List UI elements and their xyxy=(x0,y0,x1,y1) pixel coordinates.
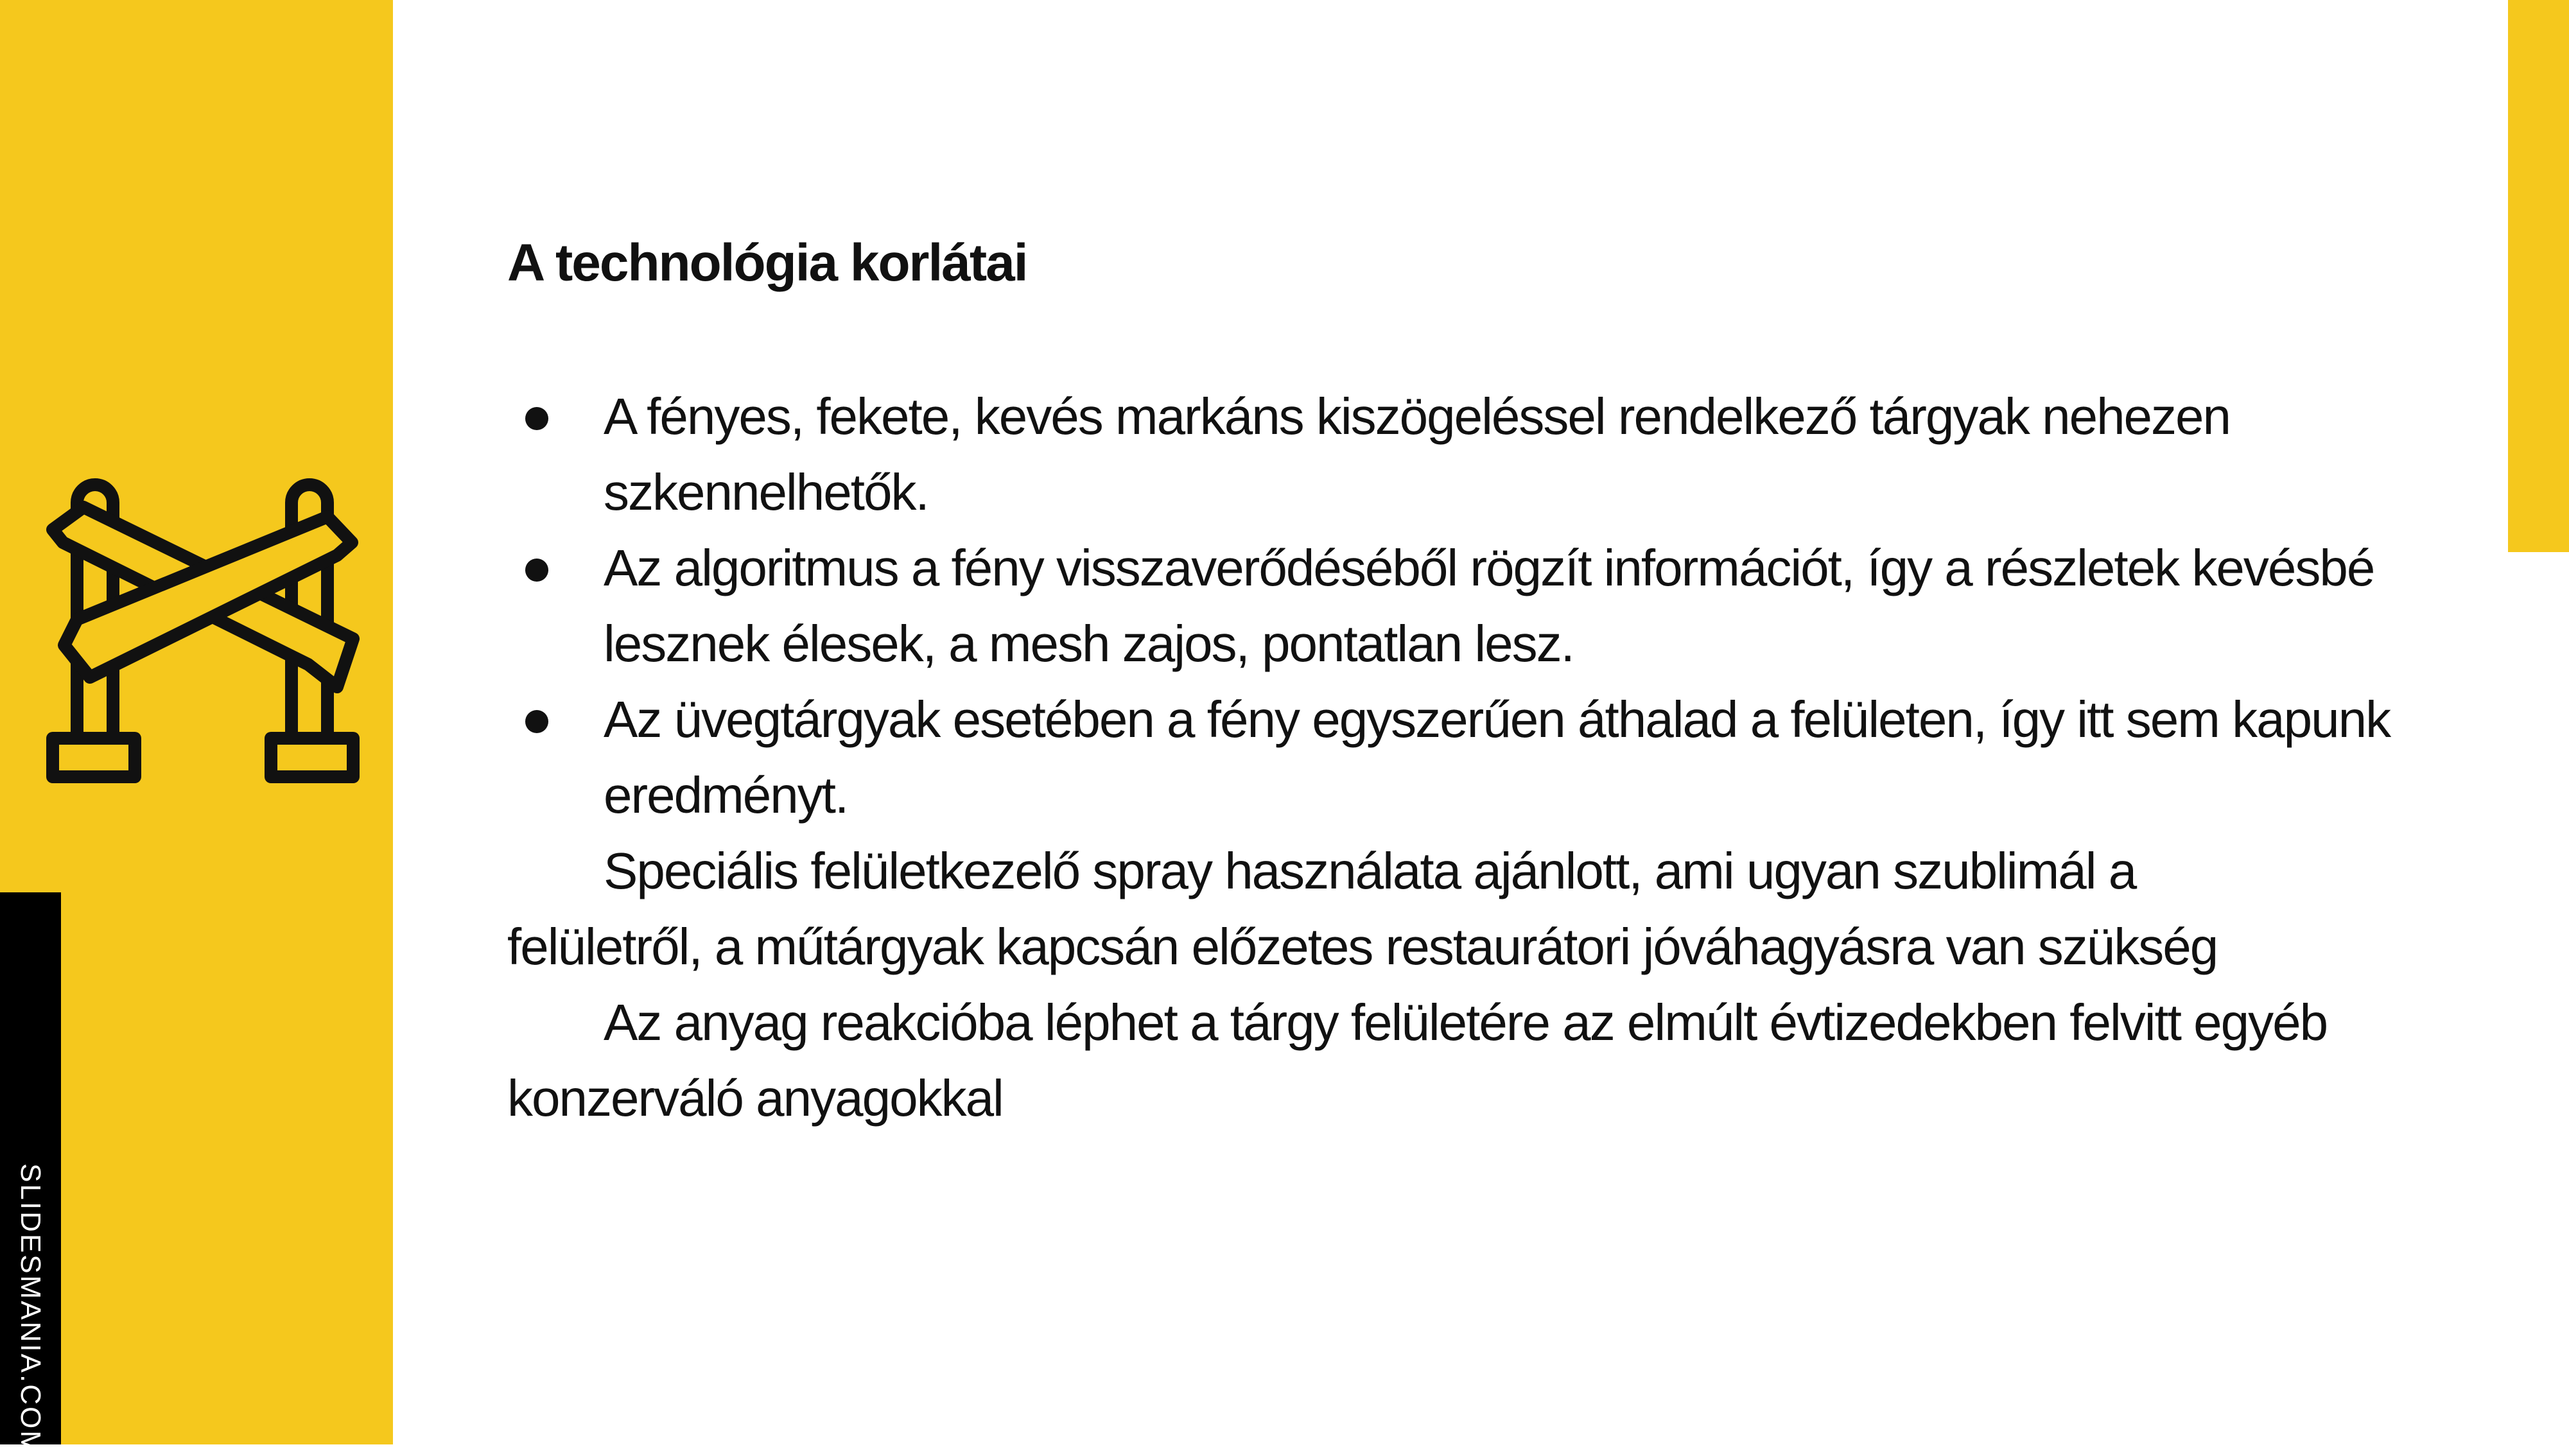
bullet-text: A fényes, fekete, kevés markáns kiszögeléssel rendelkező tárgyak nehezen szkennelhetők. xyxy=(604,388,2231,521)
bullet-item xyxy=(507,682,2401,833)
bullet-dot-icon xyxy=(525,710,548,733)
right-accent-bar xyxy=(2508,0,2569,552)
paragraph: Az anyag reakcióba léphet a tárgy felületére az elmúlt évtizedekben felvitt egyéb konzerváló anyagokkal xyxy=(507,994,2328,1127)
bullet-text: Az üvegtárgyak esetében a fény egyszerűen áthalad a felületen, így itt sem kapunk eredményt. xyxy=(604,691,2390,824)
bullet-dot-icon xyxy=(525,407,548,430)
bullet-list xyxy=(507,379,2401,833)
paragraph: Speciális felületkezelő spray használata ajánlott, ami ugyan szublimál a felületről, a műtárgyak kapcsán előzetes restaurátori jóváhagyásra van szükség xyxy=(507,842,2227,975)
brand-label: SLIDESMANIA.COM xyxy=(15,1163,46,1456)
slide-heading: A technológia korlátai xyxy=(507,234,1027,292)
road-barrier-icon xyxy=(45,465,360,786)
bullet-item xyxy=(507,530,2401,682)
bullet-item xyxy=(507,379,2401,530)
bullet-text: Az algoritmus a fény visszaverődéséből rögzít információt, így a részletek kevésbé lesznek élesek, a mesh zajos, pontatlan lesz. xyxy=(604,539,2374,672)
bullet-dot-icon xyxy=(525,559,548,582)
slide-content xyxy=(507,231,2401,1136)
